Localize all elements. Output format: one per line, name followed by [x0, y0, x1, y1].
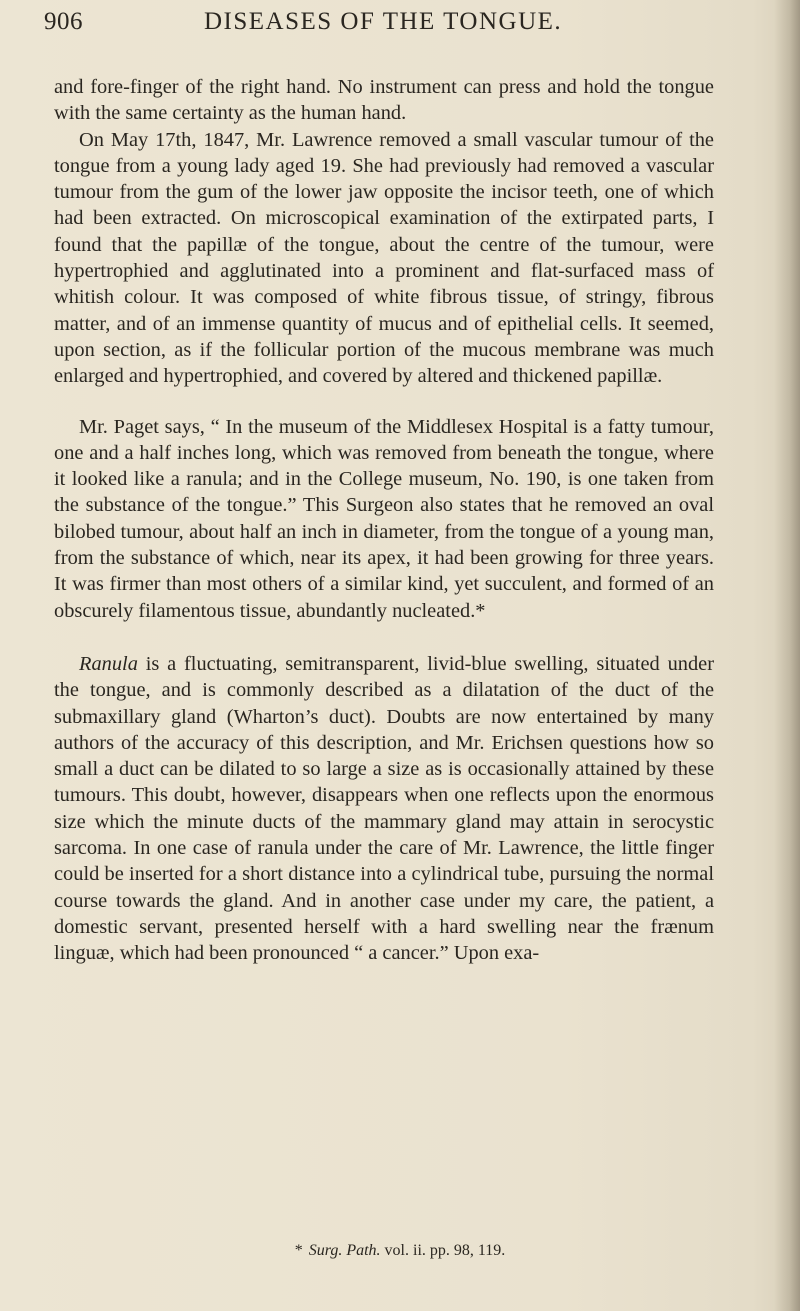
running-head: [44, 2, 744, 42]
paragraph-paget-quote: Mr. Paget says, “ In the museum of the Middlesex Hospital is a fatty tumour, one and a half inches long, which was removed from beneath the tongue, where it looked like a ranula; and in the College museum, No. 190, is one taken from the substance of the tongue.” This Surgeon also states that he removed an oval bilobed tumour, about half an inch in diameter, from the tongue of a young man, from the substance of which, near its apex, it had been growing for three years. It was firmer than most others of a similar kind, yet succulent, and formed of an obscurely filamentous tissue, abundantly nucleated.*: [54, 415, 714, 622]
page-edge-shadow: [774, 0, 800, 1311]
footnote-mark: *: [294, 1242, 303, 1259]
paragraph-continuation: and fore-finger of the right hand. No instrument can press and hold the tongue with the same certainty as the human hand.: [54, 76, 714, 125]
paragraph-ranula: [54, 651, 714, 967]
footnote-reference: vol. ii. pp. 98, 119.: [384, 1242, 506, 1259]
footnote: [0, 1240, 800, 1262]
body-text: [54, 74, 714, 967]
page-title: DISEASES OF THE TONGUE.: [204, 8, 563, 35]
page-number: 906: [44, 8, 83, 35]
footnote-source: Surg. Path.: [308, 1242, 381, 1259]
ranula-term: Ranula: [79, 652, 138, 675]
ranula-description: is a fluctuating, semitransparent, livid-blue swelling, situated under the tongue, and is commonly described as a dilatation of the duct of the submaxillary gland (Wharton’s duct). Doubts are now entertained by many authors of the accuracy of this description, and Mr. Erichsen questions how so small a duct can be dilated to so large a size as is occasionally attained by these tumours. This doubt, however, disappears when one reflects upon the enormous size which the minute ducts of the mammary gland may attain in serocystic sarcoma. In one case of ranula under the care of Mr. Lawrence, the little finger could be inserted for a short distance into a cylindrical tube, pursuing the normal course towards the gland. And in another case under my care, the patient, a domestic servant, presented herself with a hard swelling near the frænum linguæ, which had been pronounced “ a cancer.” Upon exa-: [54, 652, 714, 965]
paragraph-lawrence-case: On May 17th, 1847, Mr. Lawrence removed a small vascular tumour of the tongue from a young lady aged 19. She had previously had removed a vascular tumour from the gum of the lower jaw opposite the incisor teeth, one of which had been extracted. On microscopical examination of the extirpated parts, I found that the papillæ of the tongue, about the centre of the tumour, were hypertrophied and agglutinated into a prominent and flat-surfaced mass of whitish colour. It was composed of white fibrous tissue, of stringy, fibrous matter, and of an immense quantity of mucus and of epithelial cells. It seemed, upon section, as if the follicular portion of the mucous membrane was much enlarged and hypertrophied, and covered by altered and thickened papillæ.: [54, 128, 714, 388]
